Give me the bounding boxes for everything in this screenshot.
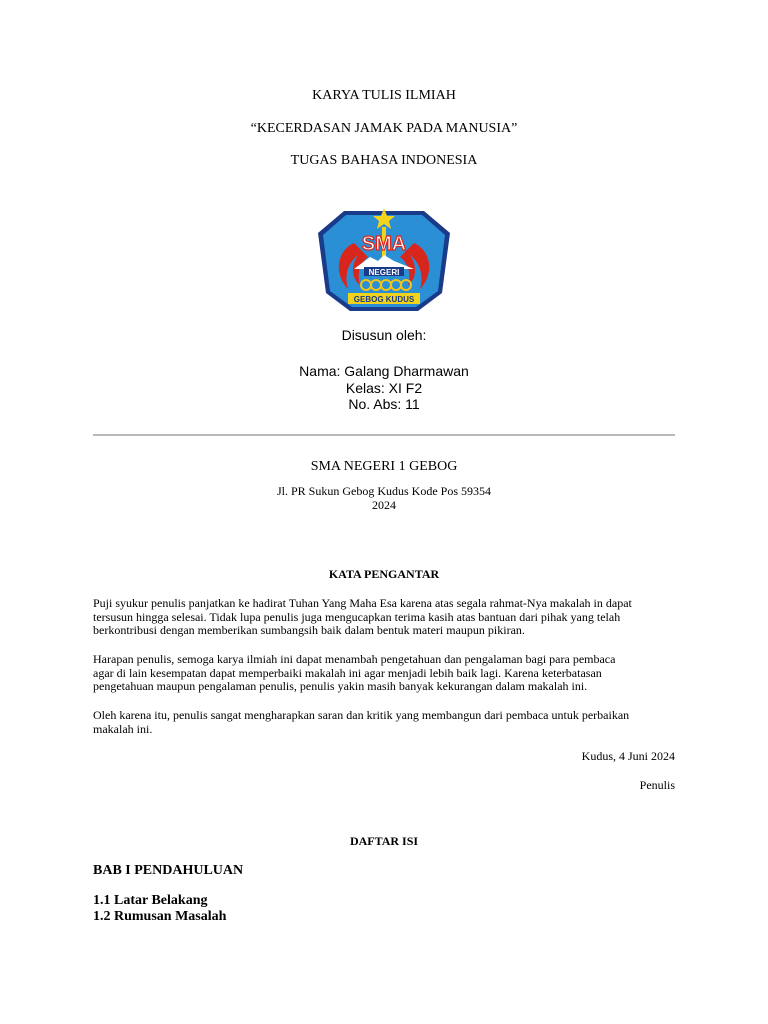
- preface-line: Oleh karena itu, penulis sangat mengharapkan saran dan kritik yang membangun dari pembaca untuk perbaikan: [93, 708, 630, 722]
- toc-item: 1.2 Rumusan Masalah: [93, 909, 227, 924]
- logo-text-sma: SMA: [361, 233, 407, 255]
- author-class: Kelas: XI F2: [345, 380, 423, 396]
- school-year: 2024: [372, 498, 396, 512]
- preface-heading: KATA PENGANTAR: [328, 567, 440, 581]
- preface-line: makalah ini.: [93, 721, 153, 736]
- preface-line: Harapan penulis, semoga karya ilmiah ini dapat menambah pengetahuan dan pengalaman bagi para pembaca: [93, 652, 616, 666]
- school-logo: [314, 205, 454, 317]
- school-name: SMA NEGERI 1 GEBOG: [310, 459, 458, 474]
- preface-line: tersusun hingga selesai. Tidak lupa penulis juga mengucapkan terima kasih atas bantuan dari pihak yang telah: [93, 609, 621, 624]
- logo-text-gebog: GEBOG KUDUS: [353, 295, 415, 304]
- preface-line: pengetahuan maupun pengalaman penulis, penulis yakin masih banyak kekurangan dalam makalah ini.: [93, 679, 588, 693]
- school-address: Jl. PR Sukun Gebog Kudus Kode Pos 59354: [276, 484, 492, 498]
- preface-paragraph-1: [93, 597, 683, 638]
- compiled-by-label: Disusun oleh:: [341, 327, 427, 343]
- preface-line: agar di lain kesempatan dapat memperbaiki makalah ini agar menjadi lebih baik lagi. Karena keterbatasan: [93, 665, 602, 680]
- toc-heading: DAFTAR ISI: [349, 834, 419, 848]
- cover-assignment: TUGAS BAHASA INDONESIA: [290, 153, 478, 168]
- divider-line: [93, 434, 675, 436]
- preface-line: berkontribusi dengan memberikan sumbangsih baik dalam bentuk materi maupun pikiran.: [93, 623, 525, 637]
- author-number: No. Abs: 11: [348, 396, 420, 412]
- cover-title: KARYA TULIS ILMIAH: [312, 88, 456, 103]
- preface-paragraph-3: [93, 709, 683, 736]
- toc-item: 1.1 Latar Belakang: [93, 893, 208, 908]
- logo-text-negeri: NEGERI: [368, 268, 400, 277]
- toc-chapter: BAB I PENDAHULUAN: [93, 863, 244, 878]
- signature: Penulis: [639, 778, 675, 792]
- preface-line: Puji syukur penulis panjatkan ke hadirat Tuhan Yang Maha Esa karena atas segala rahmat-Nya makalah in dapat: [93, 596, 632, 610]
- cover-subtitle: “KECERDASAN JAMAK PADA MANUSIA”: [250, 121, 518, 136]
- author-name: Nama: Galang Dharmawan: [299, 363, 469, 379]
- place-date: Kudus, 4 Juni 2024: [581, 749, 675, 763]
- preface-paragraph-2: [93, 653, 683, 694]
